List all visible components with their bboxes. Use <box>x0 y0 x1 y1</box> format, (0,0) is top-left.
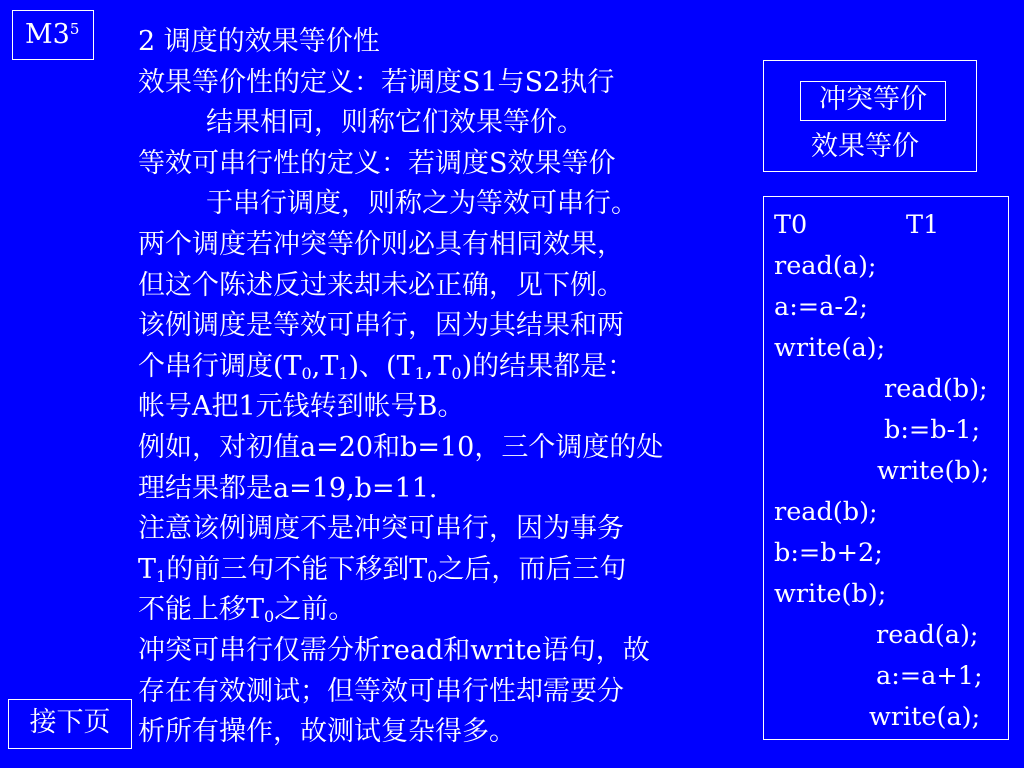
page-number-superscript: 5 <box>69 20 80 38</box>
text-span: 之前。 <box>274 594 356 626</box>
subscript: 0 <box>427 566 438 586</box>
schedule-step: a:=a+1; <box>876 661 983 691</box>
text-span: ,T <box>311 350 339 382</box>
text-line <box>138 550 758 591</box>
text-line: 理结果都是a=19,b=11. <box>138 472 438 504</box>
text-line: 等效可串行性的定义：若调度S效果等价 <box>138 147 616 179</box>
text-line <box>138 590 758 631</box>
schedule-step: b:=b+2; <box>774 538 883 568</box>
text-line: 冲突可串行仅需分析read和write语句，故 <box>138 634 650 666</box>
schedule-step: read(b); <box>884 374 988 404</box>
conflict-equivalence-label: 冲突等价 <box>800 81 946 121</box>
text-line: 注意该例调度不是冲突可串行，因为事务 <box>138 513 624 545</box>
main-text-block <box>138 22 758 753</box>
text-line: 该例调度是等效可串行，因为其结果和两 <box>138 310 624 342</box>
text-line: 效果等价性的定义：若调度S1与S2执行 <box>138 66 615 98</box>
text-span: )的结果都是： <box>461 350 635 382</box>
schedule-step: b:=b-1; <box>884 415 981 445</box>
subscript: 1 <box>414 363 425 383</box>
text-line: 两个调度若冲突等价则必具有相同效果， <box>138 228 624 260</box>
page-number-main: M3 <box>25 19 70 50</box>
schedule-header-t1: T1 <box>906 210 940 240</box>
equivalence-legend-box <box>763 60 977 172</box>
text-span: 不能上移T <box>138 594 265 626</box>
text-line: 但这个陈述反过来却未必正确，见下例。 <box>138 269 624 301</box>
subscript: 0 <box>301 363 312 383</box>
schedule-step: read(a); <box>774 251 877 281</box>
subscript: 1 <box>156 566 167 586</box>
schedule-step: write(a); <box>869 702 981 732</box>
schedule-step: read(a); <box>876 620 979 650</box>
text-line: 存在有效测试；但等效可串行性却需要分 <box>138 675 624 707</box>
schedule-step: write(b); <box>774 579 887 609</box>
schedule-table <box>763 196 1009 740</box>
text-span: ,T <box>424 350 452 382</box>
result-equivalence-label: 效果等价 <box>811 131 919 162</box>
schedule-step: write(a); <box>774 333 886 363</box>
text-span: 之后，而后三句 <box>437 553 627 585</box>
text-line: 结果相同，则称它们效果等价。 <box>206 107 584 139</box>
next-page-button[interactable]: 接下页 <box>8 699 132 749</box>
schedule-header-t0: T0 <box>774 210 808 240</box>
subscript: 0 <box>451 363 462 383</box>
text-span: T <box>138 553 157 585</box>
schedule-step: a:=a-2; <box>774 292 868 322</box>
text-line <box>138 347 758 388</box>
page-number-tag <box>12 10 94 60</box>
text-line: 帐号A把1元钱转到帐号B。 <box>138 391 465 423</box>
schedule-step: write(b); <box>877 456 990 486</box>
text-line: 于串行调度，则称之为等效可串行。 <box>206 188 638 220</box>
text-span: 个串行调度(T <box>138 350 302 382</box>
schedule-step: read(b); <box>774 497 878 527</box>
text-line: 析所有操作，故测试复杂得多。 <box>138 716 516 748</box>
section-heading: 2 调度的效果等价性 <box>138 26 380 57</box>
text-span: 的前三句不能下移到T <box>166 553 428 585</box>
text-span: )、(T <box>348 350 415 382</box>
text-line: 例如，对初值a=20和b=10，三个调度的处 <box>138 431 664 463</box>
subscript: 1 <box>338 363 349 383</box>
subscript: 0 <box>264 607 275 627</box>
